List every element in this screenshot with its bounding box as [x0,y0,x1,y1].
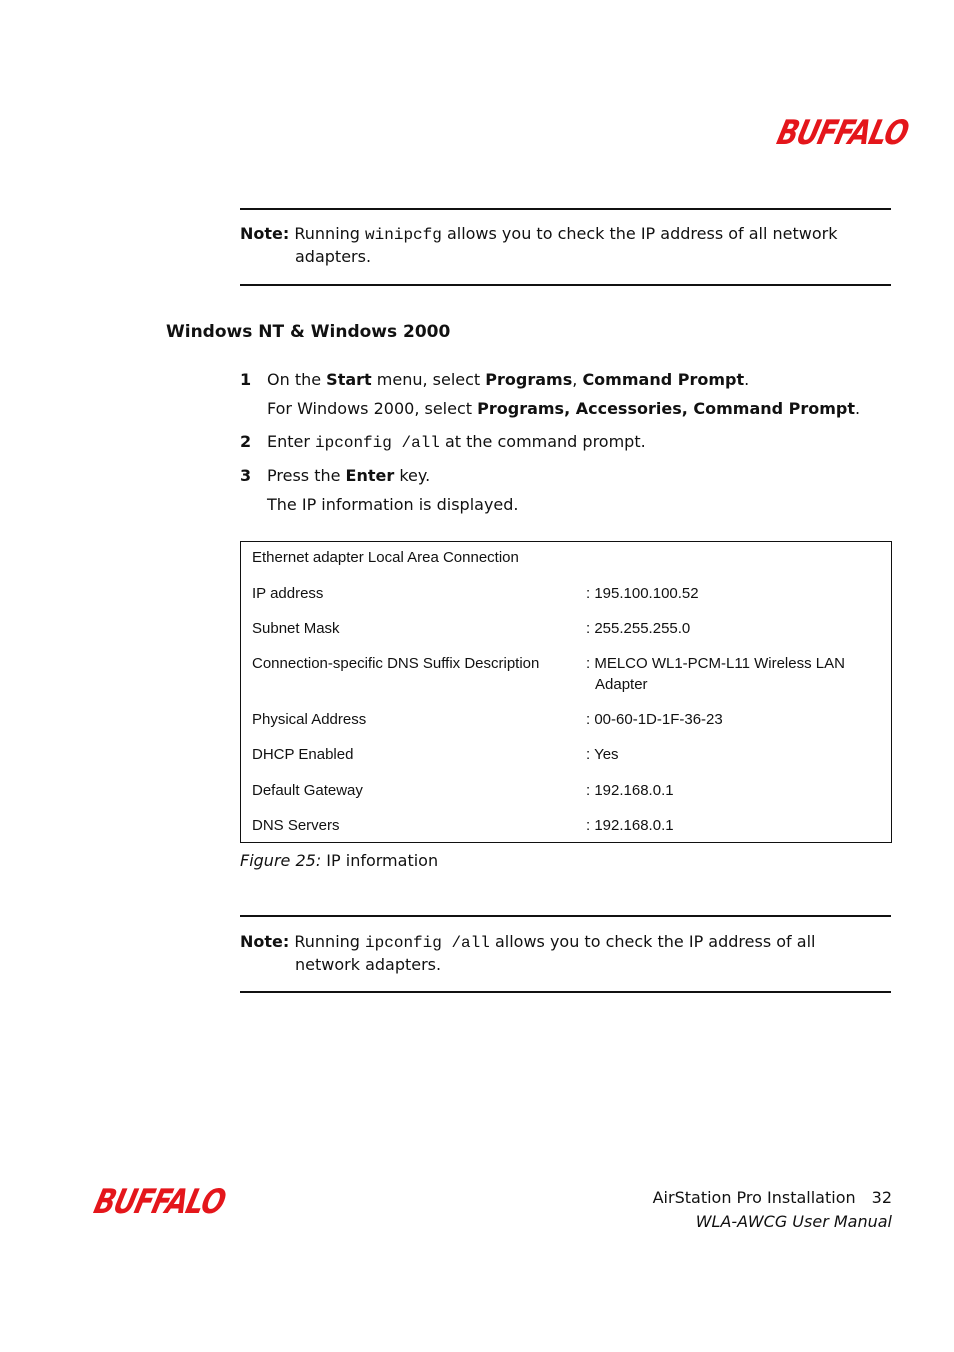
step-text: at the command prompt. [444,432,646,451]
note-text-post: allows you to check the IP address of all network [446,224,838,243]
value-text: : 195.100.100.52 [586,585,699,602]
step-3-detail: The IP information is displayed. [267,495,519,514]
value-text: : 00-60-1D-1F-36-23 [586,711,723,728]
note-label: Note: [240,224,290,243]
value-text: : 255.255.255.0 [586,620,691,637]
row-value-dns-suffix [586,653,845,695]
value-text: : 192.168.0.1 [586,817,674,834]
note-winipcfg [240,223,880,268]
note-top-rule [240,915,891,917]
step-text: menu, select [376,370,481,389]
note-text-post: allows you to check the IP address of all [494,932,816,951]
step-text: Enter [267,432,310,451]
step-text: On the [267,370,322,389]
step-3 [240,465,430,487]
step-number: 3 [240,466,252,485]
figure-caption [240,850,438,872]
row-label-dhcp-enabled: DHCP Enabled [252,746,354,763]
row-label-dns-suffix: Connection-specific DNS Suffix Description [252,655,540,672]
command-ipconfig: ipconfig /all [315,434,440,452]
row-label-subnet-mask: Subnet Mask [252,620,340,637]
step-text: For Windows 2000, select [267,399,473,418]
value-text: : Yes [586,746,619,763]
ip-table-header: Ethernet adapter Local Area Connection [252,549,519,566]
step-text: . [744,370,750,389]
note-ipconfig [240,931,880,976]
step-text: . [855,399,861,418]
step-bold-programs: Programs [485,370,573,389]
row-value-default-gateway [586,780,674,801]
step-1-detail [267,398,860,420]
note-line-1 [240,931,880,954]
command-ipconfig: ipconfig /all [365,934,490,952]
note-label: Note: [240,932,290,951]
note-line-1 [240,223,880,246]
note-line-2: adapters. [295,247,372,266]
step-2 [240,431,646,454]
figure-number: Figure 25: [240,851,322,870]
row-label-dns-servers: DNS Servers [252,817,340,834]
ip-information-box [240,541,892,843]
footer-manual-name: WLA-AWCG User Manual [695,1212,892,1231]
note-text-pre: Running [294,224,360,243]
step-text: , [572,370,578,389]
step-bold-command-prompt: Command Prompt [582,370,745,389]
figure-title: IP information [326,851,439,870]
row-label-default-gateway: Default Gateway [252,782,363,799]
note-top-rule [240,208,891,210]
row-value-dns-servers [586,815,674,836]
note-bottom-rule [240,284,891,286]
row-label-physical-address: Physical Address [252,711,367,728]
step-bold-path: Programs, Accessories, Command Prompt [477,399,856,418]
value-text: : MELCO WL1-PCM-L11 Wireless LAN [586,655,845,672]
row-value-ip-address [586,583,699,604]
value-text-continued: Adapter [595,676,648,693]
page-number: 32 [871,1188,892,1207]
footer-doc-title: AirStation Pro Installation [652,1188,856,1207]
row-value-subnet-mask [586,618,690,639]
buffalo-logo-top: BUFFALO [773,114,912,153]
step-bold-start: Start [326,370,372,389]
step-bold-enter: Enter [345,466,395,485]
footer-title [653,1188,892,1207]
command-winipcfg: winipcfg [365,226,442,244]
row-value-physical-address [586,709,723,730]
buffalo-logo-footer: BUFFALO [90,1183,229,1222]
step-text: key. [399,466,431,485]
step-text: Press the [267,466,341,485]
row-value-dhcp-enabled [586,744,619,765]
step-number: 2 [240,432,252,451]
section-heading: Windows NT & Windows 2000 [166,322,451,342]
note-text-pre: Running [294,932,360,951]
note-bottom-rule [240,991,891,993]
step-number: 1 [240,370,252,389]
value-text: : 192.168.0.1 [586,782,674,799]
step-1 [240,369,749,391]
note-line-2: network adapters. [295,955,442,974]
row-label-ip-address: IP address [252,585,324,602]
